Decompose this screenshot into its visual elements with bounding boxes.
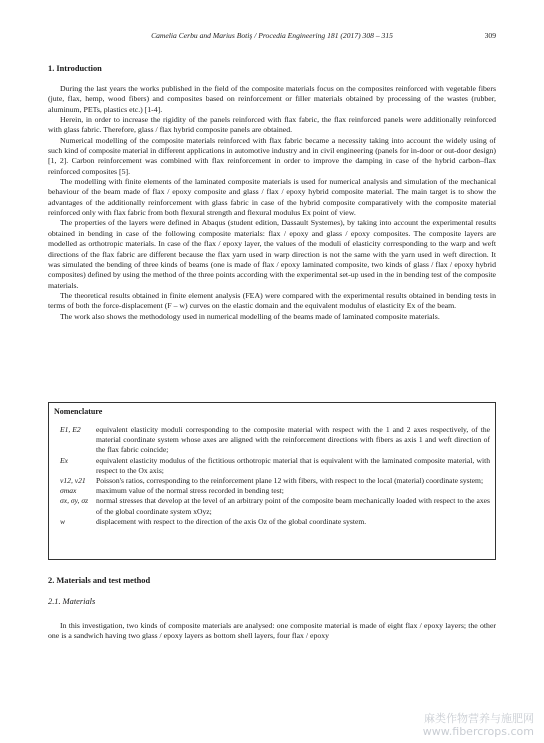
definition: Poisson's ratios, corresponding to the reinforcement plane 12 with fibers, with respect to the local (material) coordinate system; <box>96 476 484 486</box>
journal-citation: Camelia Cerbu and Marius Botiş / Procedia Engineering 181 (2017) 308 – 315 <box>151 31 393 40</box>
paragraph: Numerical modelling of the composite materials reinforced with flax fabric became a necessity taking into account the widely using of such kind of composite material in different applications in automotive industry and in civil engineering (panels for in-door or out-door design) [1, 2]. Carbon reinforcement was combined with flax reinforcement in order to improve the damping in case of the hybrid carbon–flax reinforced composites [5]. <box>48 135 496 176</box>
watermark <box>423 712 534 738</box>
nomenclature-entry <box>54 486 490 496</box>
symbol: ν12, ν21 <box>60 476 86 486</box>
nomenclature-entry <box>54 456 490 476</box>
nomenclature-entry <box>54 517 490 527</box>
paragraph: The theoretical results obtained in finite element analysis (FEA) were compared with the experimental results obtained in bending tests in terms of both the force-displacement (F – w) curves on the elastic domain and the equivalent modulus of elasticity Ex of the beam. <box>48 290 496 311</box>
definition: maximum value of the normal stress recorded in bending test; <box>96 486 284 496</box>
section-heading-materials: 2. Materials and test method <box>48 576 151 585</box>
watermark-line: www.fibercrops.com <box>422 725 534 738</box>
definition: displacement with respect to the direction of the axis Oz of the global coordinate system. <box>96 516 367 526</box>
symbol: σmax <box>60 486 77 496</box>
definition: equivalent elasticity modulus of the fictitious orthotropic material that is equivalent with the laminated composite material, with respect to the Ox axis; <box>96 455 490 475</box>
symbol: E1, E2 <box>60 425 81 434</box>
nomenclature-entry <box>54 425 490 456</box>
paragraph: During the last years the works published in the field of the composite materials focus on the composites reinforced with vegetable fibers (jute, flax, hemp, wood fibers) and composites based on reinforcement or filler materials obtained by processing of the wastes (rubber, aluminum, PETs, plastics etc.) [1-4]. <box>48 84 496 114</box>
materials-body <box>48 621 496 642</box>
symbol: σx, σy, σz <box>60 496 89 506</box>
paragraph: The modelling with finite elements of the laminated composite materials is used for numerical analysis and simulation of the mechanical behaviour of the beam made of flax / epoxy composite and glass / flax / epoxy hybrid composite material. The main target is to show the advantages of the additionally reinforcement with glass fabric in case of the hybrid composite comparatively with the composite material reinforced only with flax fabric from both flexural strength and flexural modulus Ex point of view. <box>48 177 496 218</box>
introduction-body <box>48 84 496 322</box>
nomenclature-entry <box>54 496 490 516</box>
definition: equivalent elasticity moduli corresponding to the composite material with respect with the 1 and 2 axes respectively, of the material coordinate system whose axes are aligned with the reinforcement directions with fibers as axis 1 and weft direction of the flax fabric coincide; <box>96 425 490 455</box>
paragraph: The properties of the layers were defined in Abaqus (student edition, Dassault Systemes), by taking into account the experimental results obtained in bending in case of the following composite materials: flax / epoxy and glass / epoxy composites. The composite layers are modelled as orthotropic materials. In case of the flax / epoxy layer, the values of the moduli of elasticity corresponding to the warp and weft directions of the flax fabric are different because the flax yarn used in warp direction is not the same with the yarn used in weft direction. It was simulated the bending of three kinds of beams (one is made of flax / epoxy laminated composite, two kinds of glass / flax / epoxy hybrid composites) defined by using the method of the three points according with the experimental set-up used in the in bending test of the composite materials. <box>48 218 496 290</box>
page-number: 309 <box>484 31 496 40</box>
nomenclature-entry <box>54 476 490 486</box>
subsection-heading-materials: 2.1. Materials <box>48 597 96 606</box>
definition: normal stresses that develop at the level of an arbitrary point of the composite beam mechanically loaded with respect to the axes of the global coordinate system xOyz; <box>96 496 490 516</box>
paragraph: In this investigation, two kinds of composite materials are analysed: one composite material is made of eight flax / epoxy layers; the other one is a sandwich having two glass / epoxy layers as bottom shell layers, four flax / epoxy <box>48 621 496 641</box>
symbol: w <box>60 516 66 526</box>
watermark-line: 麻类作物营养与施肥网 <box>424 712 534 725</box>
symbol: Ex <box>60 455 69 465</box>
paragraph: Herein, in order to increase the rigidity of the panels reinforced with flax fabric, the flax reinforced panels were additionally reinforced with glass fabric. Therefore, glass / flax hybrid composite panels are obtained. <box>48 115 496 135</box>
nomenclature-title: Nomenclature <box>54 407 103 416</box>
nomenclature-box <box>48 402 496 560</box>
section-heading-introduction: 1. Introduction <box>48 64 102 73</box>
paragraph: The work also shows the methodology used in numerical modelling of the beams made of laminated composite materials. <box>60 311 440 321</box>
